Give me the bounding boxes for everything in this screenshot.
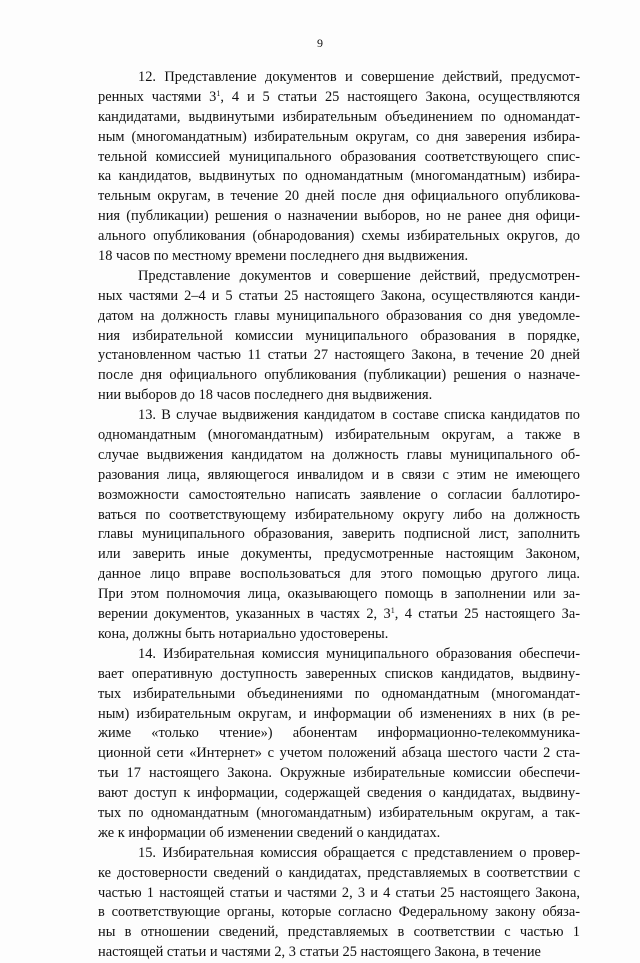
- superscript: 1: [216, 88, 221, 98]
- superscript: 1: [390, 606, 395, 616]
- text-line: 14. Избирательная комиссия муниципального образования обеспечи-: [138, 645, 580, 662]
- text-line: главы муниципального образования, заверить подписной лист, заполнить: [98, 526, 580, 543]
- text-line: Представление документов и совершение действий, предусмотрен-: [138, 267, 580, 284]
- text-line: одномандатным (многомандатным) избирательным округам, а также в: [98, 427, 580, 444]
- text-line: кона, должны быть нотариально удостоверены.: [98, 625, 389, 642]
- text-line: же к информации об изменении сведений о кандидатах.: [98, 824, 441, 841]
- text-line: кандидатами, выдвинутыми избирательным объединением по одномандат-: [98, 108, 580, 125]
- text-line: ния (публикации) решения о назначении выборов, но не ранее дня офици-: [98, 208, 580, 225]
- text-line: настоящей статьи и частями 2, 3 статьи 25 настоящего Закона, в течение: [98, 944, 541, 961]
- text-line: случае выдвижения кандидатом на должность главы муниципального об-: [98, 446, 580, 463]
- text-line: тельным округам, в течение 20 дней после дня официального опубликова-: [98, 188, 580, 205]
- page-number: 9: [317, 36, 323, 50]
- text-line: или заверить иные документы, предусмотренные настоящим Законом,: [98, 546, 580, 563]
- text-line: ка кандидатов, выдвинутых по одномандатным (многомандатным) избира-: [98, 168, 580, 185]
- text-line: ным (многомандатным) избирательным округам, со дня заверения избира-: [98, 128, 580, 145]
- text-line: тых избирательными объединениями по одномандатным (многомандат-: [98, 685, 580, 702]
- text-line: датом на должность главы муниципального образования со дня уведомле-: [98, 307, 580, 324]
- text-line: 18 часов по местному времени последнего дня выдвижения.: [98, 248, 469, 265]
- text-line: жиме «только чтение») абонентам информационно-телекоммуника-: [98, 725, 580, 742]
- text-line: после дня официального опубликования (публикации) решения о назначе-: [98, 367, 580, 384]
- text-line: тых по одномандатным (многомандатным) избирательным округам, а так-: [98, 804, 580, 821]
- text-line: верении документов, указанных в частях 2, $3^1$, 4 статьи 25 настоящего За-: [98, 606, 581, 623]
- text-line: в соответствующие органы, которые согласно Федеральному закону обяза-: [98, 904, 580, 921]
- text-line: 12. Представление документов и совершение действий, предусмот-: [138, 69, 580, 85]
- paragraph: [98, 844, 580, 963]
- text-line: вает оперативную доступность заверенных списков кандидатов, выдвину-: [98, 665, 580, 682]
- text-line: тьи 17 настоящего Закона. Окружные избирательные комиссии обеспечи-: [98, 765, 580, 782]
- paragraph: [98, 68, 580, 267]
- text-line: 15. Избирательная комиссия обращается с представлением о провер-: [138, 844, 580, 861]
- paragraph: [98, 645, 580, 844]
- text-line: ваться по соответствующему избирательному округу либо на должность: [98, 506, 580, 523]
- text-line: ренных частями $3^1$, 4 и 5 статьи 25 настоящего Закона, осуществляются: [98, 88, 580, 105]
- text-line: ным) избирательным округам, и информации об изменениях в них (в ре-: [98, 705, 580, 722]
- text-line: установленном частью 11 статьи 27 настоящего Закона, в течение 20 дней: [98, 347, 580, 364]
- text-line: ных частями 2–4 и 5 статьи 25 настоящего Закона, осуществляются канди-: [98, 287, 580, 304]
- text-line: ального опубликования (обнародования) схемы избирательных округов, до: [98, 228, 580, 245]
- text-line: вают доступ к информации, содержащей сведения о кандидатах, выдвину-: [98, 785, 580, 802]
- text-line: данное лицо вправе воспользоваться для этого помощью другого лица.: [98, 566, 580, 583]
- text-line: возможности самостоятельно написать заявление о согласии баллотиро-: [98, 486, 580, 503]
- paragraph: [98, 406, 580, 645]
- paragraph: [98, 267, 580, 406]
- text-line: 13. В случае выдвижения кандидатом в составе списка кандидатов по: [138, 407, 580, 424]
- text-line: частью 1 настоящей статьи и частями 2, 3 и 4 статьи 25 настоящего Закона,: [98, 884, 580, 901]
- text-line: ния избирательной комиссии муниципального образования в порядке,: [98, 327, 580, 344]
- text-line: ны в отношении сведений, представляемых в соответствии с частью 1: [98, 924, 580, 941]
- text-line: нии выборов до 18 часов последнего дня выдвижения.: [98, 387, 433, 404]
- text-line: ционной сети «Интернет» с учетом положений абзаца шестого части 2 ста-: [98, 745, 580, 762]
- text-line: При этом полномочия лица, оказывающего помощь в заполнении или за-: [98, 586, 580, 603]
- text-line: тельной комиссией муниципального образования соответствующего спис-: [98, 148, 580, 165]
- text-line: ке достоверности сведений о кандидатах, представляемых в соответствии с: [98, 864, 580, 881]
- document-body: [98, 68, 580, 963]
- text-line: разования лица, являющегося инвалидом и в связи с этим не имеющего: [98, 466, 580, 483]
